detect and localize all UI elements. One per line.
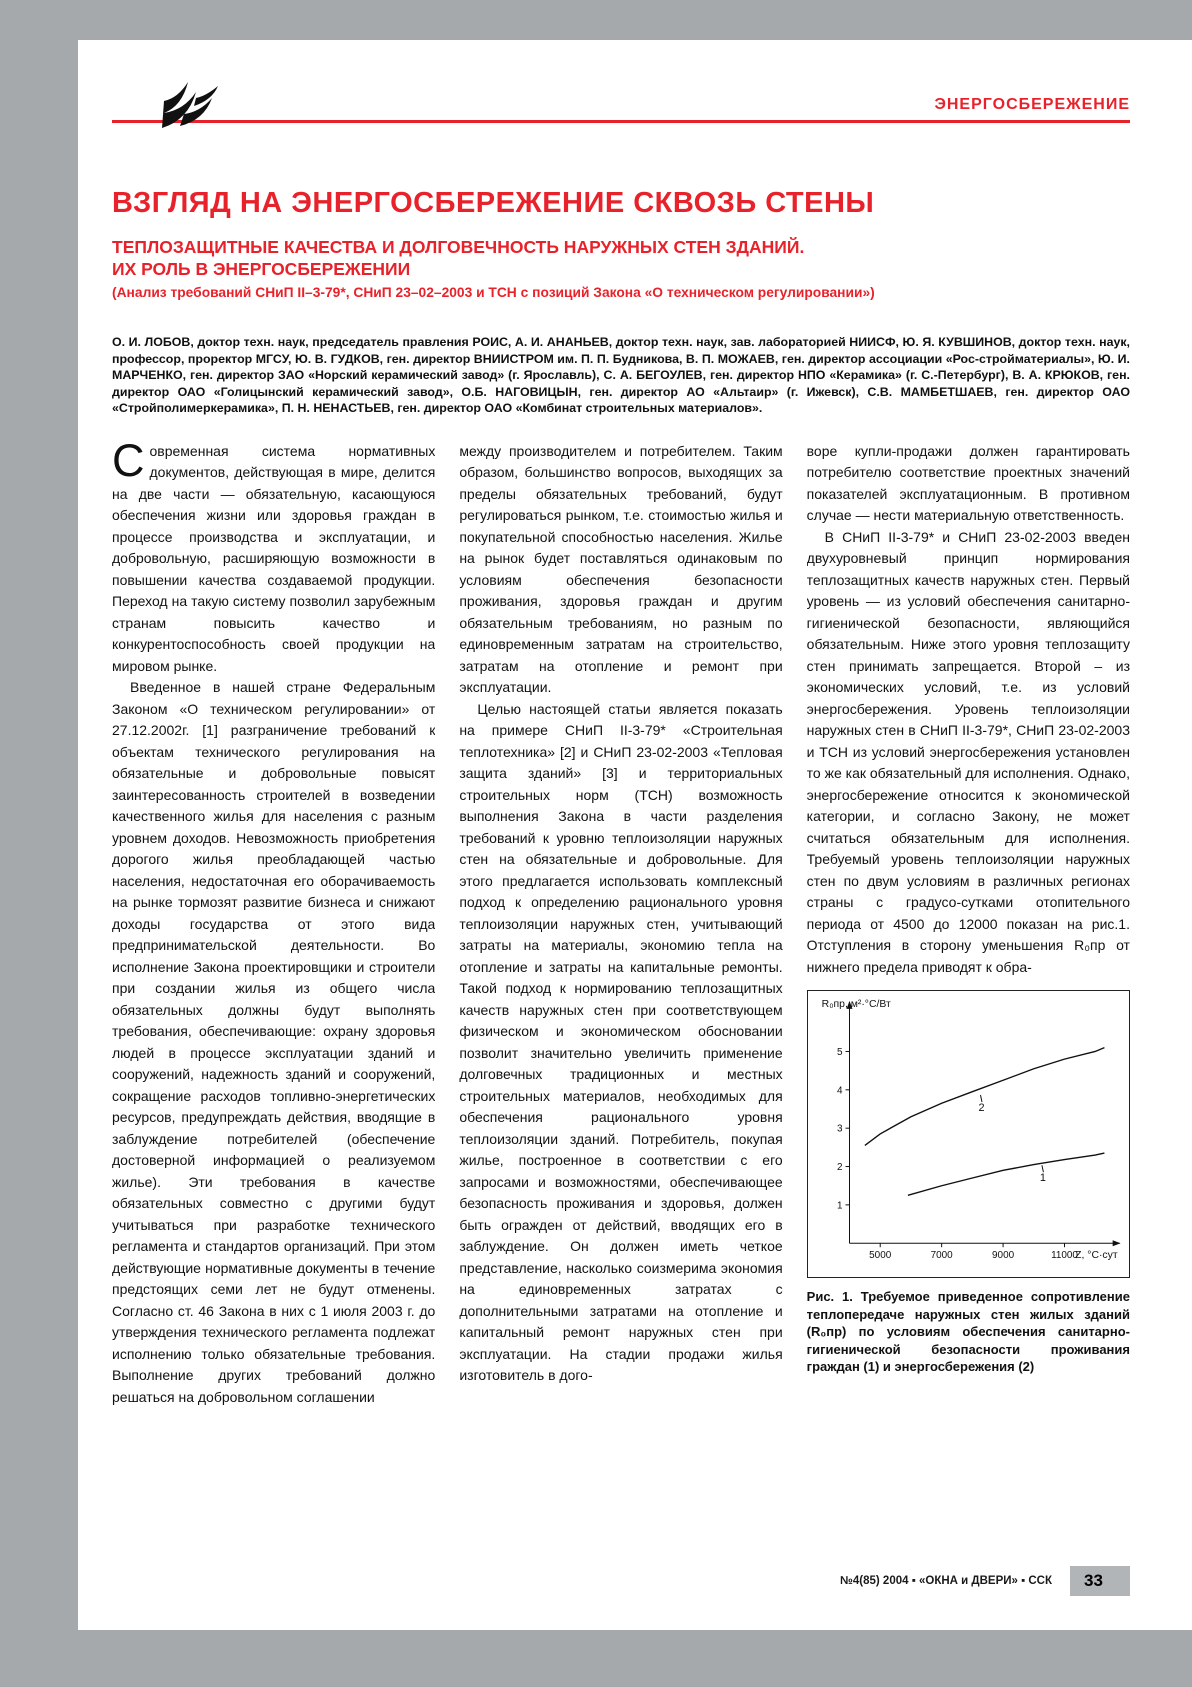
paragraph	[112, 441, 435, 678]
page-content	[112, 40, 1130, 1630]
authors-block: О. И. ЛОБОВ, доктор техн. наук, председатель правления РОИС, А. И. АНАНЬЕВ, доктор техн. наук, зав. лабораторией НИИСФ, Ю. Я. КУВШИНОВ, доктор техн. наук, профессор, проректор МГСУ, Ю. В. ГУДКОВ, ген. директор ВНИИСТРОМ им. П. П. Будникова, В. П. МОЖАЕВ, ген. директор ассоциации «Рос-стройматериалы», Ю. И. МАРЧЕНКО, ген. директор ЗАО «Норский керамический завод» (г. Ярославль), С. А. БЕГОУЛЕВ, ген. директор НПО «Керамика» (г. С.-Петербург), В. А. КРЮКОВ, ген. директор ОАО «Голицынский керамический завод», О.Б. НАГОВИЦЫН, ген. директор АО «Альтаир» (г. Ижевск), С.В. МАМБЕТШАЕВ, ген. директор ОАО «Стройполимеркерамика», П. Н. НЕНАСТЬЕВ, ген. директор ОАО «Комбинат строительных материалов».	[112, 335, 1130, 416]
svg-text:2: 2	[836, 1162, 843, 1174]
paragraph-text: овременная система нормативных документов, действующая в мире, делится на две части — обязательную, касающуюся обеспечения жизни или здоровья граждан в процессе производства и эксплуатации, и добровольную, расширяющую возможности в повышении качества создаваемой продукции. Переход на такую систему позволил зарубежным странам повысить качество и конкурентоспособность своей продукции на мировом рынке.	[112, 442, 436, 674]
article-column-3	[807, 441, 1130, 1513]
paragraph: воре купли-продажи должен гарантировать потребителю соответствие проектных значений показателей эксплуатационным. В противном случае — нести материальную ответственность.	[806, 442, 1130, 524]
page-header	[112, 96, 1130, 123]
svg-text:7000: 7000	[930, 1250, 953, 1262]
page-footer	[840, 1566, 1130, 1596]
svg-text:9000: 9000	[991, 1250, 1014, 1262]
svg-text:11000: 11000	[1050, 1250, 1078, 1262]
svg-text:5: 5	[836, 1047, 843, 1059]
paragraph: Введенное в нашей стране Федеральным Законом «О техническом регулировании» от 27.12.2002г. [1] разграничение требований к объектам технического регулирования на обязательные и добровольные повысят заинтересованность строителей в возведении качественного жилья для населения с разным уровнем доходов. Невозможность приобретения дорогого жилья преобладающей частью населения, недостаточная его оборачиваемость на рынке тормозят развитие бизнеса и снижают доходы государства от этого вида предпринимательской деятельности. Во исполнение Закона проектировщики и строители при создании жилья из общего числа обязательных должны будут выполнять требования, обеспечивающие: охрану здоровья людей в процессе эксплуатации зданий и сооружений, надежность зданий и сооружений, сокращение расходов топливно-энергетических ресурсов, предупреждать действия, вводящие в заблуждение потребителей (обеспечение достоверной информацией о реализуемом жилье). Эти требования в качестве обязательных совместно с другими будут учитываться при разработке технического регламента и стандартов организаций. При этом действующие нормативные документы в течение предстоящих семи лет не будут отменены. Согласно ст. 46 Закона в них с 1 июля 2003 г. до утверждения технического регламента подлежат исполнению только обязательные требования. Выполнение других требований должно решаться на добровольном соглашении	[112, 679, 436, 1405]
publisher-logo-icon	[158, 78, 220, 132]
article-column-1	[112, 441, 435, 1513]
svg-text:5000: 5000	[868, 1250, 891, 1262]
svg-text:R₀пр, м²·°С/Вт: R₀пр, м²·°С/Вт	[821, 999, 891, 1011]
article-subtitle-line2: ИХ РОЛЬ В ЭНЕРГОСБЕРЕЖЕНИИ	[112, 259, 411, 279]
article-subtitle	[112, 236, 1130, 280]
article-body	[112, 441, 1130, 1513]
paragraph-group	[807, 441, 1130, 979]
paragraph: между производителем и потребителем. Таким образом, большинство вопросов, выходящих за пределы обязательных требований, будут регулироваться рынком, т.е. стоимостью жилья и покупательной способностью населения. Жилье на рынок будет поставляться одинаковым по условиям обеспечения безопасности проживания, здоровья граждан и другим обязательным требованиям, но разным по единовременным затратам на строительство, затратам на отопление и ремонт при эксплуатации.	[459, 442, 783, 696]
svg-text:2: 2	[978, 1102, 985, 1115]
paragraph: Целью настоящей статьи является показать на примере СНиП II-3-79* «Строительная теплотехника» [2] и СНиП 23-02-2003 «Тепловая защита зданий» [3] и территориальных строительных норм (ТСН) возможность выполнения Закона в части разделения требований к уровню теплоизоляции наружных стен на обязательные и добровольные. Для этого предлагается использовать комплексный подход к определению рационального уровня теплоизоляции наружных стен, учитывающий затраты на материалы, экономию тепла на отопление и затраты на капитальные ремонты. Такой подход к нормированию теплозащитных качеств наружных стен при соответствующем физическом и экономическом обосновании позволит значительно увеличить применение долговечных традиционных и местных строительных материалов, необходимых для обеспечения рационального уровня теплоизоляции зданий. Потребитель, покупая жилье, построенное в соответствии с его запросами и возможностями, обеспечивающее безопасность проживания и здоровья, должен быть огражден от действий, вводящих его в заблуждение. Он должен иметь четкое представление, насколько соизмерима экономия на единовременных затратах с дополнительными затратами на отопление и капитальный ремонт наружных стен при эксплуатации. На стадии продажи жилья изготовитель в дого-	[459, 700, 783, 1384]
section-label: ЭНЕРГОСБЕРЕЖЕНИЕ	[934, 96, 1130, 113]
article-title: ВЗГЛЯД НА ЭНЕРГОСБЕРЕЖЕНИЕ СКВОЗЬ СТЕНЫ	[112, 187, 875, 219]
footer-imprint: №4(85) 2004 ▪ «ОКНА и ДВЕРИ» ▪ ССК	[840, 1575, 1052, 1587]
svg-text:3: 3	[836, 1124, 843, 1136]
svg-text:4: 4	[836, 1085, 843, 1097]
svg-text:Z, °С·сут: Z, °С·сут	[1074, 1250, 1118, 1262]
article-column-2	[459, 441, 782, 1513]
drop-cap: С	[112, 440, 145, 486]
analysis-note: (Анализ требований СНиП II–3-79*, СНиП 23–02–2003 и ТСН с позиций Закона «О техническом регулировании»)	[112, 285, 875, 300]
figure-chart-svg	[808, 991, 1129, 1277]
page-number: 33	[1070, 1566, 1130, 1596]
figure-chart	[807, 990, 1130, 1278]
magazine-page	[78, 40, 1192, 1630]
paragraph-group	[112, 677, 435, 1408]
figure-caption: Рис. 1. Требуемое приведенное сопротивление теплопередаче наружных стен жилых зданий (R₀пр) по условиям обеспечения санитарно-гигиенической безопасности проживания граждан (1) и энергосбережения (2)	[806, 1289, 1130, 1375]
article-subtitle-line1: ТЕПЛОЗАЩИТНЫЕ КАЧЕСТВА И ДОЛГОВЕЧНОСТЬ НАРУЖНЫХ СТЕН ЗДАНИЙ.	[112, 237, 805, 257]
svg-text:1: 1	[1039, 1172, 1046, 1185]
figure-1	[807, 990, 1130, 1376]
svg-text:1: 1	[836, 1200, 843, 1212]
paragraph: В СНиП II-3-79* и СНиП 23-02-2003 введен двухуровневый принцип нормирования теплозащитных качеств наружных стен. Первый уровень — из условий обеспечения санитарно-гигиенической безопасности, являющийся обязательным. Ниже этого уровня теплозащиту стен принимать запрещается. Второй – из экономических условий, т.е. из условий энергосбережения. Уровень теплоизоляции наружных стен в СНиП II-3-79*, СНиП 23-02-2003 и ТСН из условий энергосбережения установлен то же как обязательный для исполнения. Однако, энергосбережение относится к экономической категории, и согласно Закону, не может считаться обязательным для исполнения. Требуемый уровень теплоизоляции наружных стен по двум условиям в различных регионах страны с градусо-сутками отопительного периода от 4500 до 12000 показан на рис.1. Отступления в сторону уменьшения R₀пр от нижнего предела приводят к обра-	[806, 528, 1130, 975]
paragraph-group	[459, 441, 782, 1387]
